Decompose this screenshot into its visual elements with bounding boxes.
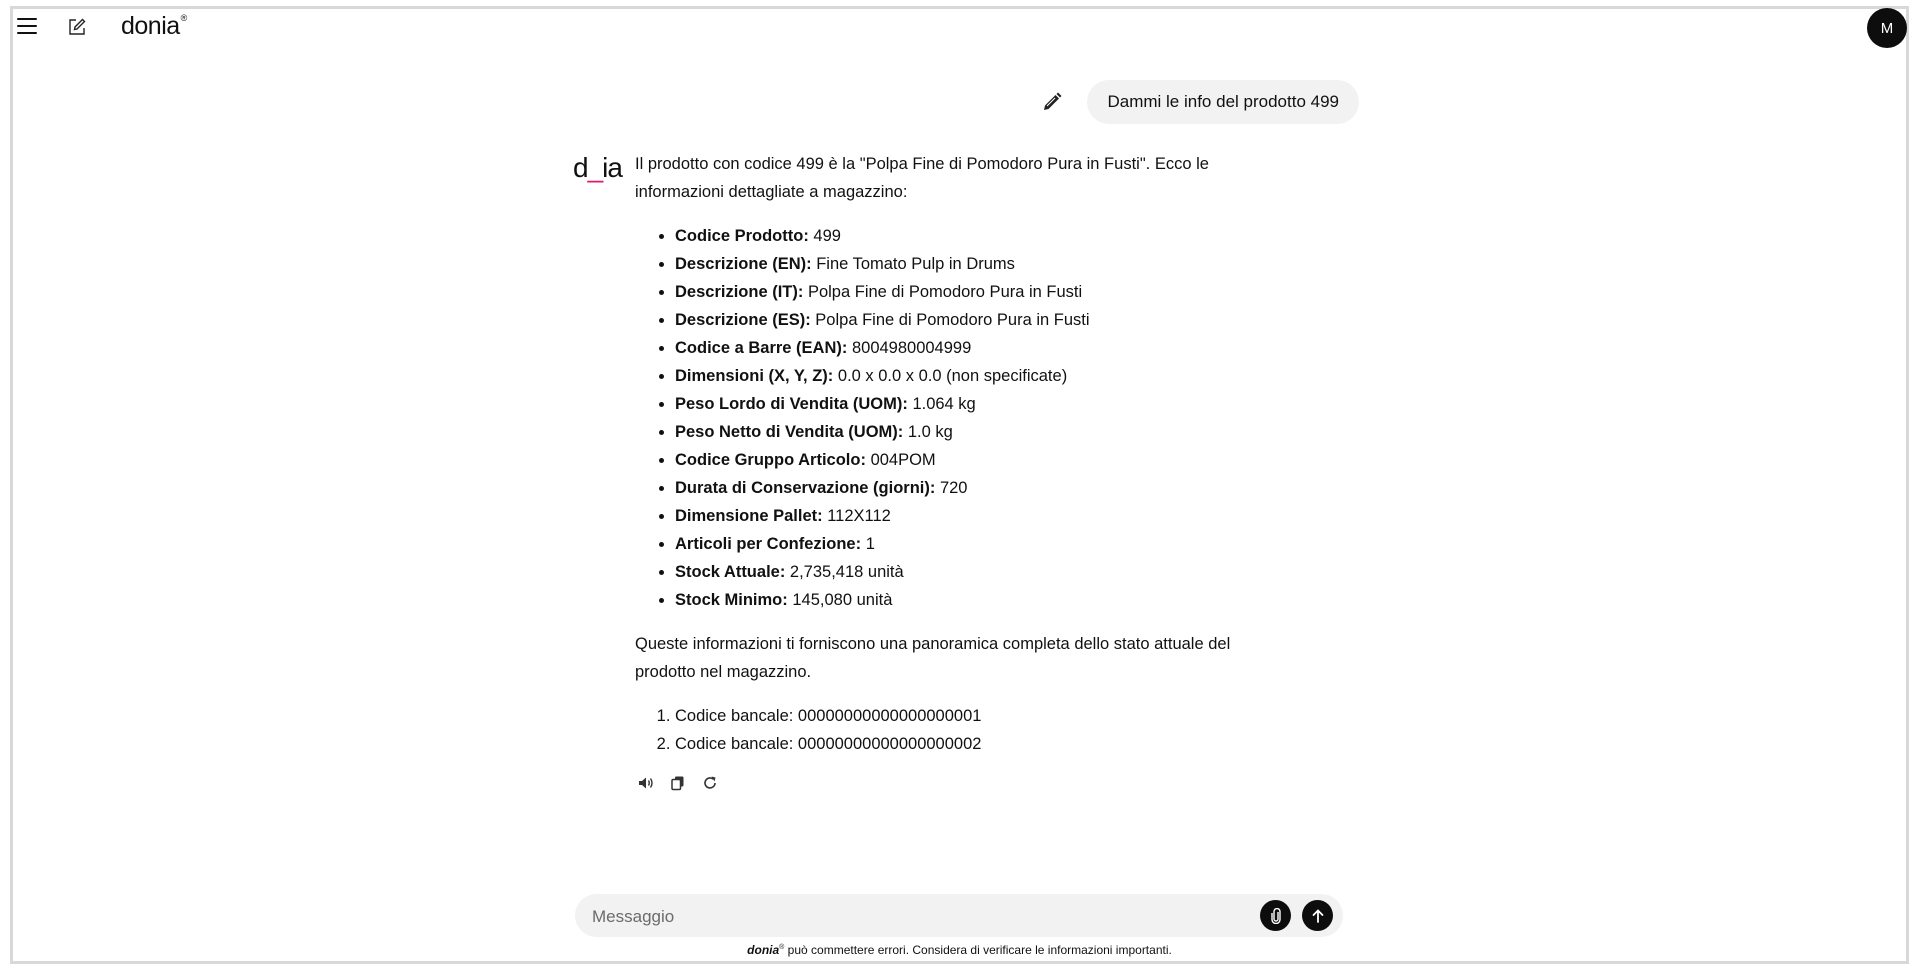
paperclip-icon [1269,908,1283,924]
user-message-row [1041,80,1359,124]
message-actions [637,774,1293,792]
detail-item: • Descrizione (EN): Fine Tomato Pulp in Drums [675,250,1293,278]
read-aloud-icon[interactable] [637,774,655,792]
app-logo: donia® [121,12,187,40]
detail-item: • Articoli per Confezione: 1 [675,530,1293,558]
product-details-list [635,222,1293,614]
assistant-logo: d_ia [573,152,622,183]
disclaimer: donia® può commettere errori. Considera di verificare le informazioni importanti. [747,943,1172,957]
assistant-message [573,150,1293,792]
regenerate-icon[interactable] [701,774,719,792]
pallet-item: 1. Codice bancale: 00000000000000000001 [675,702,1293,730]
arrow-up-icon [1311,908,1325,924]
detail-item: • Dimensione Pallet: 112X112 [675,502,1293,530]
summary-paragraph: Queste informazioni ti forniscono una panoramica completa dello stato attuale del prodotto nel magazzino. [635,635,1231,681]
detail-item: • Descrizione (IT): Polpa Fine di Pomodoro Pura in Fusti [675,278,1293,306]
detail-item: • Stock Attuale: 2,735,418 unità [675,558,1293,586]
user-avatar[interactable] [1867,8,1907,48]
detail-item: • Peso Netto di Vendita (UOM): 1.0 kg [675,418,1293,446]
avatar-initial: M [1880,19,1894,37]
new-chat-icon[interactable] [66,16,88,38]
message-composer [575,894,1343,937]
message-input[interactable] [590,894,1254,939]
user-message-bubble: Dammi le info del prodotto 499 [1087,80,1359,124]
intro-paragraph: Il prodotto con codice 499 è la "Polpa Fine di Pomodoro Pura in Fusti". Ecco le informazioni dettagliate a magazzino: [635,155,1209,201]
assistant-message-body [635,150,1293,758]
pallet-item: 2. Codice bancale: 00000000000000000002 [675,730,1293,758]
edit-pencil-icon[interactable] [1041,91,1063,113]
pallet-list [635,702,1293,758]
copy-icon[interactable] [669,774,687,792]
detail-item: • Codice Gruppo Articolo: 004POM [675,446,1293,474]
attach-button[interactable] [1260,900,1291,931]
detail-item: • Stock Minimo: 145,080 unità [675,586,1293,614]
detail-item: • Dimensioni (X, Y, Z): 0.0 x 0.0 x 0.0 (non specificate) [675,362,1293,390]
detail-item: • Peso Lordo di Vendita (UOM): 1.064 kg [675,390,1293,418]
menu-icon[interactable] [17,18,37,34]
detail-item: • Descrizione (ES): Polpa Fine di Pomodoro Pura in Fusti [675,306,1293,334]
send-button[interactable] [1302,900,1333,931]
detail-item: • Codice a Barre (EAN): 8004980004999 [675,334,1293,362]
detail-item: • Durata di Conservazione (giorni): 720 [675,474,1293,502]
detail-item: • Codice Prodotto: 499 [675,222,1293,250]
